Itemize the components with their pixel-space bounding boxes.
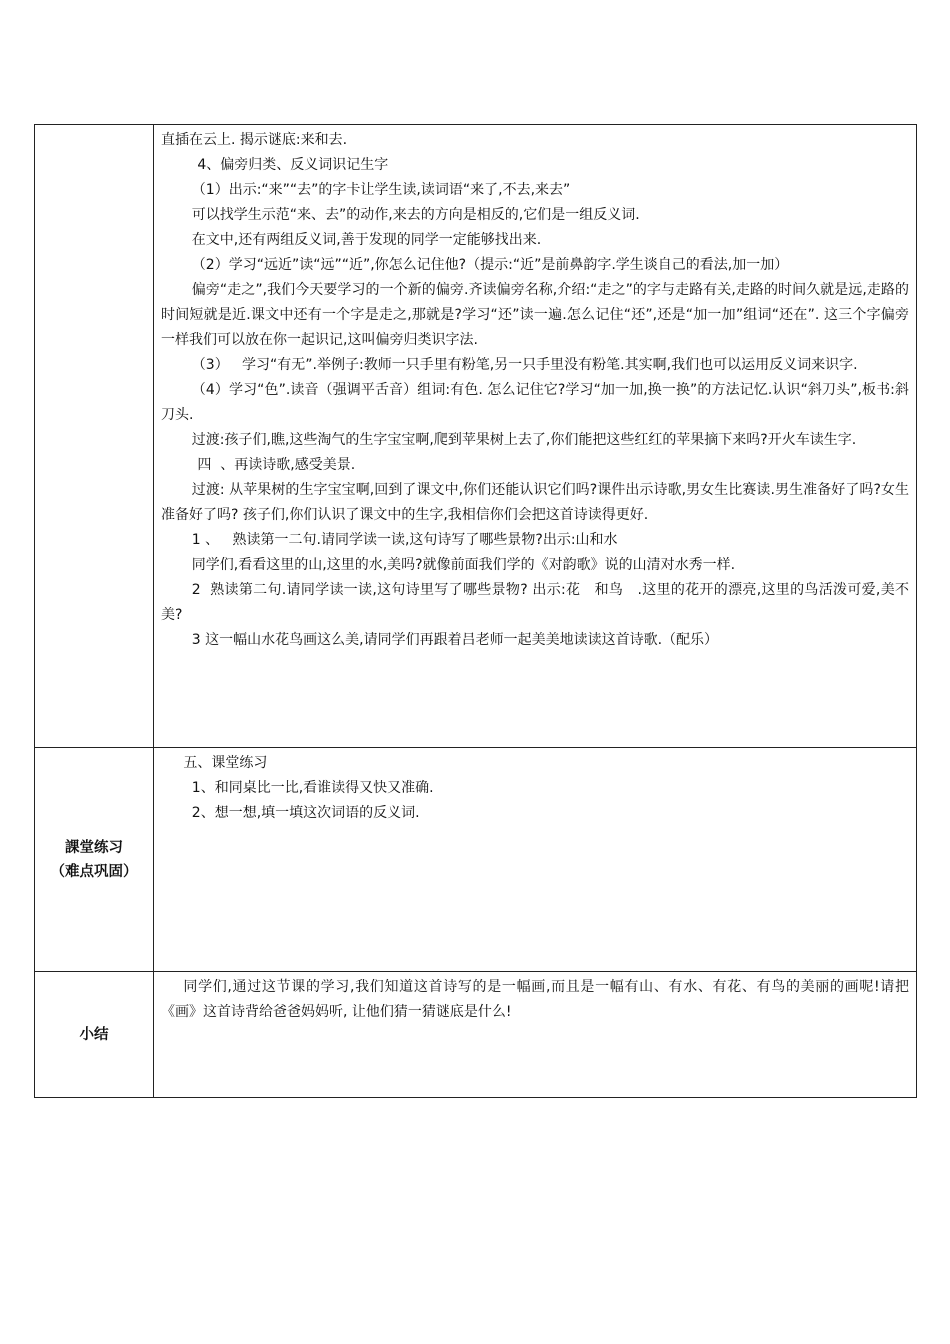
paragraph: 过渡:孩子们,瞧,这些淘气的生字宝宝啊,爬到苹果树上去了,你们能把这些红红的苹果摘下来吗?开火车读生字. [191, 432, 857, 448]
paragraph: （1）出示:“来”“去”的字卡让学生读,读词语“来了,不去,来去” [191, 182, 571, 198]
paragraph: 同学们,通过这节课的学习,我们知道这首诗写的是一幅画,而且是一幅有山、有水、有花、有鸟的美丽的画呢!请把《画》这首诗背给爸爸妈妈听, 让他们猜一猜谜底是什么! [161, 979, 909, 1020]
summary-row [35, 972, 917, 1098]
paragraph: 在文中,还有两组反义词,善于发现的同学一定能够找出来. [191, 232, 542, 248]
teaching-process-row [35, 125, 917, 748]
row-label-title: 課堂练习 [65, 839, 123, 856]
row-content [154, 125, 917, 748]
row-label [35, 748, 154, 972]
lesson-plan-table [34, 124, 917, 1098]
row-label-title: 小结 [79, 1026, 109, 1043]
paragraph: 4、偏旁归类、反义词识记生字 [197, 157, 389, 173]
classroom-practice-row [35, 748, 917, 972]
paragraph: 1 、 熟读第一二句.请同学读一读,这句诗写了哪些景物?出示:山和水 [191, 532, 618, 548]
paragraph: （4）学习“色”.读音（强调平舌音）组词:有色. 怎么记住它?学习“加一加,换一换”的方法记忆.认识“斜刀头”,板书:斜刀头. [161, 382, 909, 423]
paragraph: （2）学习“远近”读“远”“近”,你怎么记住他?（提示:“近”是前鼻韵字.学生谈自己的看法,加一加） [191, 257, 789, 273]
paragraph: （3） 学习“有无”.举例子:教师一只手里有粉笔,另一只手里没有粉笔.其实啊,我们也可以运用反义词来识字. [191, 357, 858, 373]
paragraph: 直插在云上. 揭示谜底:来和去. [161, 132, 348, 148]
paragraph: 2、想一想,填一填这次词语的反义词. [191, 805, 420, 821]
paragraph: 2 熟读第二句.请同学读一读,这句诗里写了哪些景物? 出示:花 和鸟 .这里的花开的漂亮,这里的鸟活泼可爱,美不美? [161, 582, 909, 623]
paragraph: 1、和同桌比一比,看谁读得又快又准确. [191, 780, 434, 796]
paragraph: 过渡: 从苹果树的生字宝宝啊,回到了课文中,你们还能认识它们吗?课件出示诗歌,男女生比赛读.男生准备好了吗?女生准备好了吗? 孩子们,你们认识了课文中的生字,我相信你们会把这首诗读得更好. [161, 482, 909, 523]
row-label [35, 972, 154, 1098]
row-content [154, 972, 917, 1098]
paragraph: 四 、再读诗歌,感受美景. [197, 457, 356, 473]
paragraph: 3 这一幅山水花鸟画这么美,请同学们再跟着吕老师一起美美地读读这首诗歌.（配乐） [191, 632, 719, 648]
paragraph: 偏旁“走之”,我们今天要学习的一个新的偏旁.齐读偏旁名称,介绍:“走之”的字与走路有关,走路的时间久就是远,走路的时间短就是近.课文中还有一个字是走之,那就是?学习“还”读一遍.怎么记住“还”,还是“加一加”组词“还在”. 这三个字偏旁一样我们可以放在你一起识记,这叫偏旁归类识字法. [161, 282, 909, 348]
row-content [154, 748, 917, 972]
paragraph: 五、课堂练习 [183, 755, 268, 771]
row-label-subtitle: （难点巩固） [50, 863, 138, 880]
paragraph: 同学们,看看这里的山,这里的水,美吗?就像前面我们学的《对韵歌》说的山清对水秀一样. [191, 557, 736, 573]
paragraph: 可以找学生示范“来、去”的动作,来去的方向是相反的,它们是一组反义词. [191, 207, 640, 223]
row-label [35, 125, 154, 748]
